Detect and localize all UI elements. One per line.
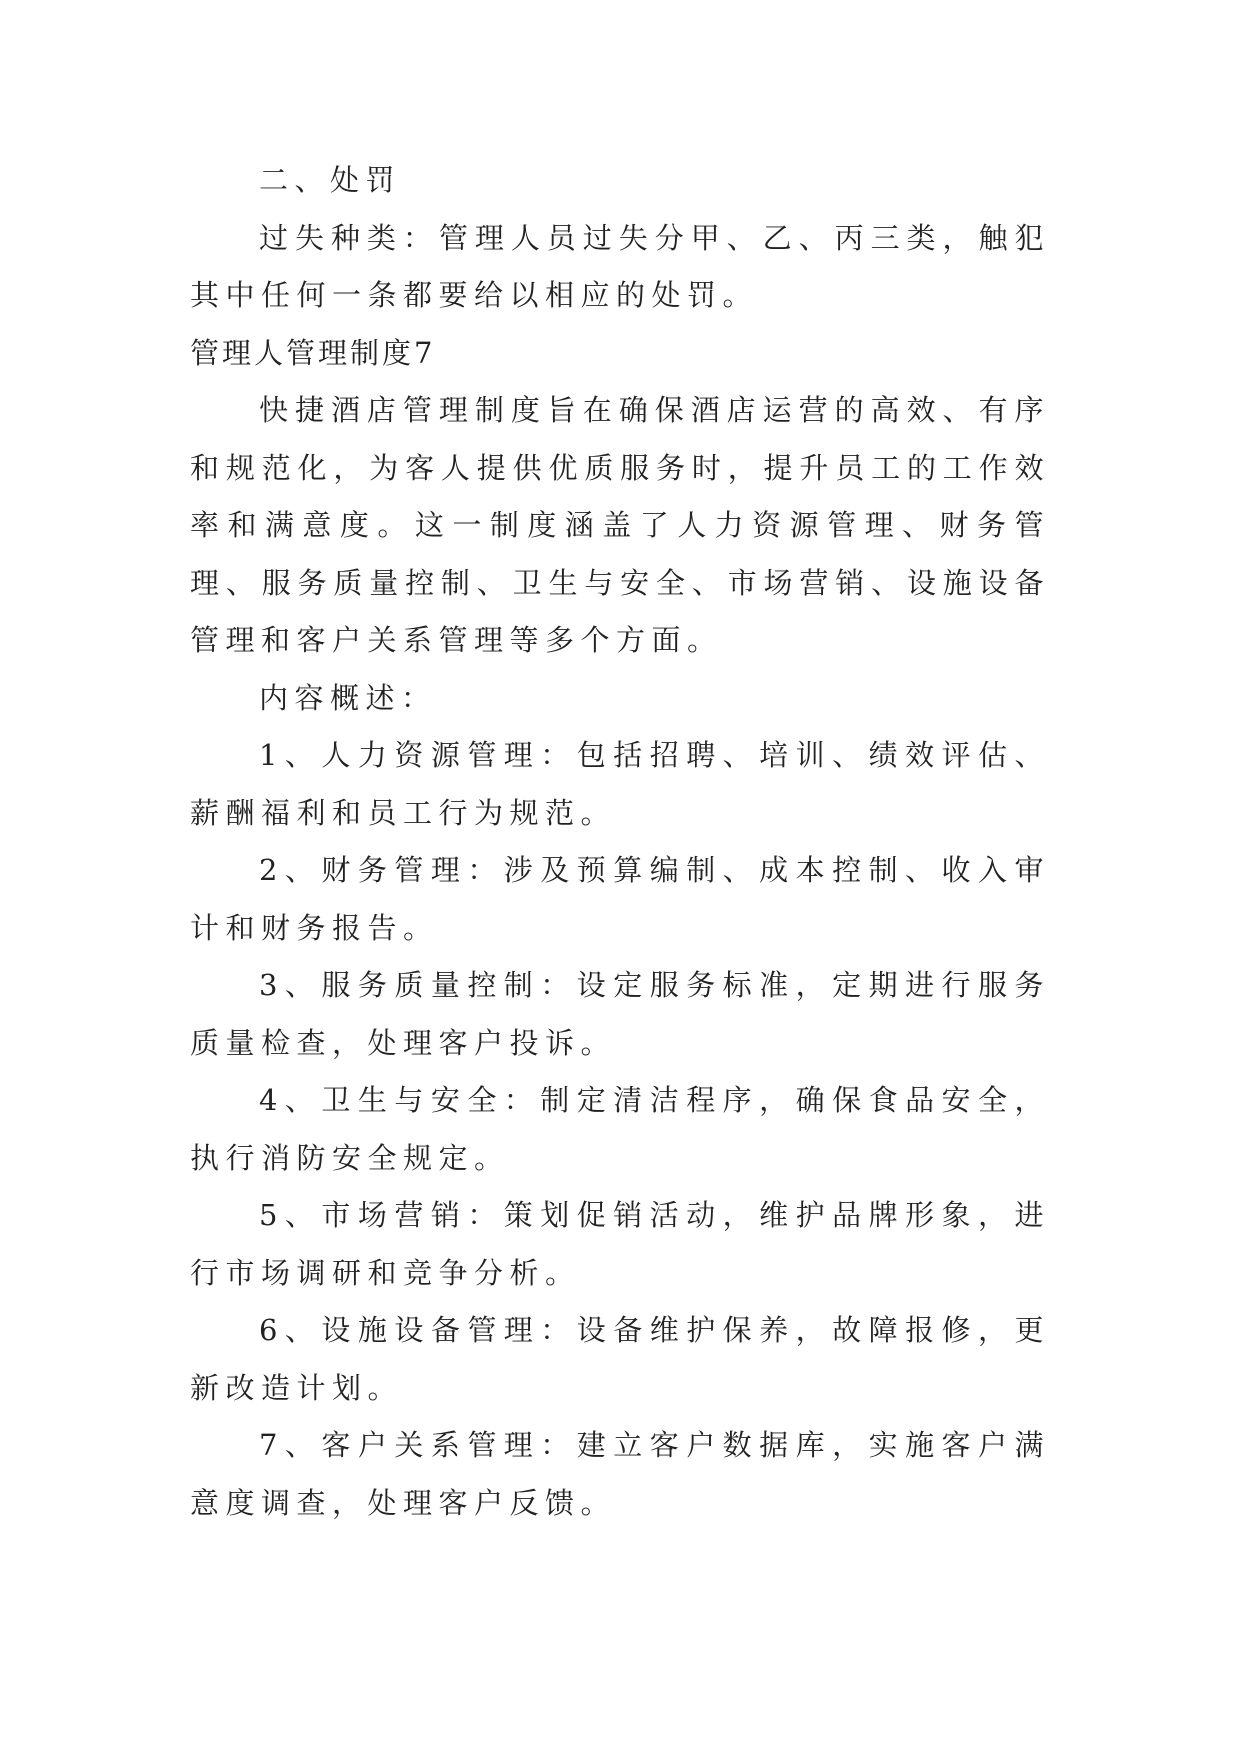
- heading-management-system-7: 管理人管理制度7: [190, 335, 436, 370]
- section-title-penalty: 二、处罚: [259, 163, 402, 197]
- list-item-marketing: 5、市场营销：策划促销活动，维护品牌形象，进行市场调研和竞争分析。: [190, 1198, 1050, 1290]
- list-item-customer-relations: 7、客户关系管理：建立客户数据库，实施客户满意度调查，处理客户反馈。: [190, 1428, 1050, 1520]
- list-item-finance: 2、财务管理：涉及预算编制、成本控制、收入审计和财务报告。: [190, 853, 1050, 945]
- intro-paragraph: 快捷酒店管理制度旨在确保酒店运营的高效、有序和规范化，为客人提供优质服务时，提升员工的工作效率和满意度。这一制度涵盖了人力资源管理、财务管理、服务质量控制、卫生与安全、市场营销、设施设备管理和客户关系管理等多个方面。: [190, 393, 1050, 657]
- list-item-service-quality: 3、服务质量控制：设定服务标准，定期进行服务质量检查，处理客户投诉。: [190, 968, 1050, 1060]
- list-item-facilities: 6、设施设备管理：设备维护保养，故障报修，更新改造计划。: [190, 1313, 1050, 1405]
- penalty-types-paragraph: 过失种类：管理人员过失分甲、乙、丙三类，触犯其中任何一条都要给以相应的处罚。: [190, 220, 1050, 312]
- list-item-hygiene-safety: 4、卫生与安全：制定清洁程序，确保食品安全，执行消防安全规定。: [190, 1083, 1050, 1175]
- document-body: [190, 152, 1050, 1532]
- list-item-hr: 1、人力资源管理：包括招聘、培训、绩效评估、薪酬福利和员工行为规范。: [190, 738, 1050, 830]
- overview-label: 内容概述：: [259, 680, 437, 715]
